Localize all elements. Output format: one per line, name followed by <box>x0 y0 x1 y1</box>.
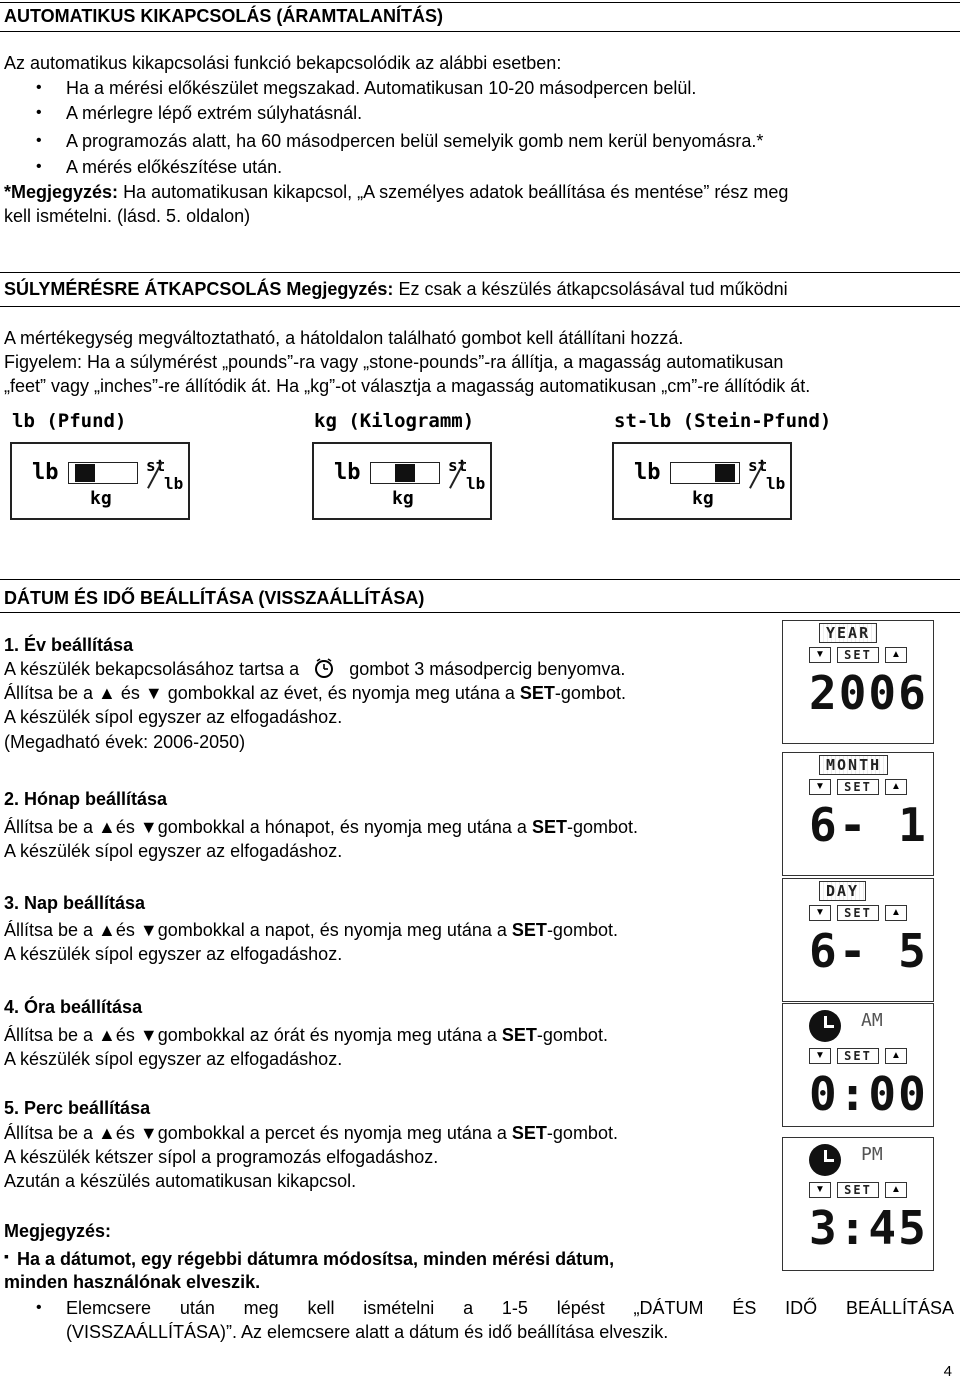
section2-note-text: Ez csak a készülés átkapcsolásával tud működni <box>398 279 788 299</box>
lcd-value: 3:45 <box>809 1201 928 1255</box>
lcd-set-label: SET <box>837 1048 879 1064</box>
step1-line2 <box>4 682 626 704</box>
up-arrow-icon: ▲ <box>885 1182 907 1198</box>
section3-rule <box>0 612 960 613</box>
auto-off-bullet-1: • Ha a mérési előkészület megszakad. Automatikusan 10-20 másodpercen belül. <box>66 77 696 99</box>
lcd-display <box>782 1137 934 1271</box>
step3-line2a: Állítsa be a ▲és ▼gombokkal a napot, és nyomja meg utána a <box>4 920 512 940</box>
switch-kg-label: kg <box>90 488 112 509</box>
step1-line1b: gombot 3 másodpercig benyomva. <box>349 659 626 679</box>
switch-knob <box>395 464 415 482</box>
final-note-bold-line1 <box>4 1245 614 1270</box>
lcd-value: 6- 5 <box>809 924 928 978</box>
lcd-value: 6- 1 <box>809 798 928 852</box>
auto-off-note <box>4 181 954 203</box>
step1-line2c: -gombot. <box>554 683 626 703</box>
lcd-display <box>782 878 934 1002</box>
auto-off-bullet-4: • A mérés előkészítése után. <box>66 156 282 178</box>
step4-set: SET <box>501 1025 537 1045</box>
switch-lb-label: lb <box>634 460 661 485</box>
unit-change-line: A mértékegység megváltoztatható, a hátoldalon található gombot kell átállítani hozzá. <box>4 328 684 348</box>
lcd-mode-label: AM <box>861 1010 883 1031</box>
switch-lb2-label: lb <box>466 474 486 493</box>
step4-line3: A készülék sípol egyszer az elfogadáshoz. <box>4 1049 343 1069</box>
section-title-weight-switch: SÚLYMÉRÉSRE ÁTKAPCSOLÁS <box>4 279 282 299</box>
down-arrow-icon: ▼ <box>809 1182 831 1198</box>
unit-warning-line1: Figyelem: Ha a súlymérést „pounds”-ra vagy „stone-pounds”-ra állítja, a magasság automatikusan <box>4 352 784 372</box>
unit-switch-panel <box>612 442 792 520</box>
switch-st-label: st <box>448 456 468 475</box>
note-text: Ha automatikusan kikapcsol, „A személyes adatok beállítása és mentése” rész meg <box>123 182 789 202</box>
up-arrow-icon: ▲ <box>885 1048 907 1064</box>
lcd-display <box>782 752 934 876</box>
step4-line2a: Állítsa be a ▲és ▼gombokkal az órát és nyomja meg utána a <box>4 1025 502 1045</box>
step1-set: SET <box>519 683 555 703</box>
step1-line1a: A készülék bekapcsolásához tartsa a <box>4 659 300 679</box>
step5-line2 <box>4 1122 618 1144</box>
switch-title: st-lb (Stein-Pfund) <box>614 410 832 432</box>
down-arrow-icon: ▼ <box>809 1048 831 1064</box>
step3-line2c: -gombot. <box>546 920 618 940</box>
section2-rule <box>0 306 960 307</box>
auto-off-intro: Az automatikus kikapcsolási funkció bekapcsolódik az alábbi esetben: <box>4 53 562 73</box>
switch-lb2-label: lb <box>766 474 786 493</box>
switch-track <box>670 462 740 484</box>
final-note-bullet-line2: (VISSZAÁLLÍTÁSA)”. Az elemcsere alatt a dátum és idő beállítása elveszik. <box>66 1322 669 1342</box>
step3-heading: 3. Nap beállítása <box>4 893 146 913</box>
lcd-display <box>782 1003 934 1127</box>
switch-knob <box>715 464 735 482</box>
step5-line4: Azután a készülés automatikusan kikapcsol. <box>4 1171 357 1191</box>
final-note-bold-line2: minden használónak elveszik. <box>4 1272 261 1292</box>
section2-top-rule <box>0 272 960 273</box>
switch-lb-label: lb <box>334 460 361 485</box>
step3-line2 <box>4 919 618 941</box>
up-arrow-icon: ▲ <box>885 779 907 795</box>
final-note-bullet-line1: • Elemcsere után meg kell ismételni a 1-5 lépést „DÁTUM ÉS IDŐ BEÁLLÍTÁSA <box>66 1297 954 1319</box>
step5-set: SET <box>511 1123 547 1143</box>
unit-switch-panel <box>10 442 190 520</box>
step2-heading: 2. Hónap beállítása <box>4 789 168 809</box>
lcd-set-label: SET <box>837 905 879 921</box>
unit-switch-panel <box>312 442 492 520</box>
switch-title: lb (Pfund) <box>12 410 127 432</box>
lcd-value: 0:00 <box>809 1067 928 1121</box>
up-arrow-icon: ▲ <box>885 905 907 921</box>
down-arrow-icon: ▼ <box>809 647 831 663</box>
clock-icon <box>809 1010 841 1042</box>
auto-off-bullet-3: • A programozás alatt, ha 60 másodpercen belül semelyik gomb nem kerül benyomásra.* <box>66 130 763 152</box>
section-title-date-time: DÁTUM ÉS IDŐ BEÁLLÍTÁSA (VISSZAÁLLÍTÁSA) <box>4 588 425 608</box>
clock-icon <box>809 1144 841 1176</box>
step5-line2c: -gombot. <box>546 1123 618 1143</box>
lcd-value: 2006 <box>809 666 928 720</box>
section2-note-label: Megjegyzés: <box>286 279 394 299</box>
step1-line2a: Állítsa be a ▲ és ▼ gombokkal az évet, és nyomja meg utána a <box>4 683 520 703</box>
title-rule <box>0 31 960 32</box>
top-rule <box>0 2 960 3</box>
step5-heading: 5. Perc beállítása <box>4 1098 151 1118</box>
unit-warning-line2: „feet” vagy „inches”-re állítódik át. Ha „kg”-ot választja a magasság automatikusan „cm”-re állítódik át. <box>4 376 811 396</box>
step5-line2a: Állítsa be a ▲és ▼gombokkal a percet és nyomja meg utána a <box>4 1123 512 1143</box>
step2-line2a: Állítsa be a ▲és ▼gombokkal a hónapot, és nyomja meg utána a <box>4 817 532 837</box>
switch-track <box>370 462 440 484</box>
note-label: *Megjegyzés: <box>4 182 119 202</box>
switch-lb-label: lb <box>32 460 59 485</box>
switch-track <box>68 462 138 484</box>
step4-heading: 4. Óra beállítása <box>4 997 143 1017</box>
up-arrow-icon: ▲ <box>885 647 907 663</box>
lcd-set-label: SET <box>837 779 879 795</box>
switch-st-label: st <box>146 456 166 475</box>
step2-set: SET <box>531 817 567 837</box>
square-bullet-icon: ▪ <box>4 1248 9 1264</box>
step1-line3: A készülék sípol egyszer az elfogadáshoz. <box>4 707 343 727</box>
section3-top-rule <box>0 579 960 580</box>
step3-line3: A készülék sípol egyszer az elfogadáshoz. <box>4 944 343 964</box>
lcd-display <box>782 620 934 744</box>
lcd-set-label: SET <box>837 647 879 663</box>
switch-title: kg (Kilogramm) <box>314 410 475 432</box>
final-note-label: Megjegyzés: <box>4 1221 112 1241</box>
step2-line2 <box>4 816 638 838</box>
lcd-mode-label: MONTH <box>819 755 888 775</box>
step1-heading: 1. Év beállítása <box>4 635 134 655</box>
switch-kg-label: kg <box>692 488 714 509</box>
down-arrow-icon: ▼ <box>809 905 831 921</box>
step4-line2 <box>4 1024 608 1046</box>
step3-set: SET <box>511 920 547 940</box>
section2-heading <box>4 278 788 300</box>
clock-button-icon <box>304 658 344 683</box>
lcd-set-label: SET <box>837 1182 879 1198</box>
switch-kg-label: kg <box>392 488 414 509</box>
step2-line2c: -gombot. <box>566 817 638 837</box>
lcd-mode-label: YEAR <box>819 623 877 643</box>
page-number: 4 <box>943 1363 952 1380</box>
auto-off-note-line2: kell ismételni. (lásd. 5. oldalon) <box>4 206 251 226</box>
step5-line3: A készülék kétszer sípol a programozás elfogadáshoz. <box>4 1147 439 1167</box>
switch-lb2-label: lb <box>164 474 184 493</box>
down-arrow-icon: ▼ <box>809 779 831 795</box>
switch-knob <box>75 464 95 482</box>
switch-st-label: st <box>748 456 768 475</box>
lcd-mode-label: DAY <box>819 881 866 901</box>
step2-line3: A készülék sípol egyszer az elfogadáshoz. <box>4 841 343 861</box>
step4-line2c: -gombot. <box>536 1025 608 1045</box>
step1-line4: (Megadható évek: 2006-2050) <box>4 732 246 752</box>
step1-line1 <box>4 658 625 683</box>
lcd-mode-label: PM <box>861 1144 883 1165</box>
section-title-auto-off: AUTOMATIKUS KIKAPCSOLÁS (ÁRAMTALANÍTÁS) <box>4 6 443 26</box>
final-note-bold-text1: Ha a dátumot, egy régebbi dátumra módosítsa, minden mérési dátum, <box>16 1249 615 1269</box>
auto-off-bullet-2: • A mérlegre lépő extrém súlyhatásnál. <box>66 102 362 124</box>
